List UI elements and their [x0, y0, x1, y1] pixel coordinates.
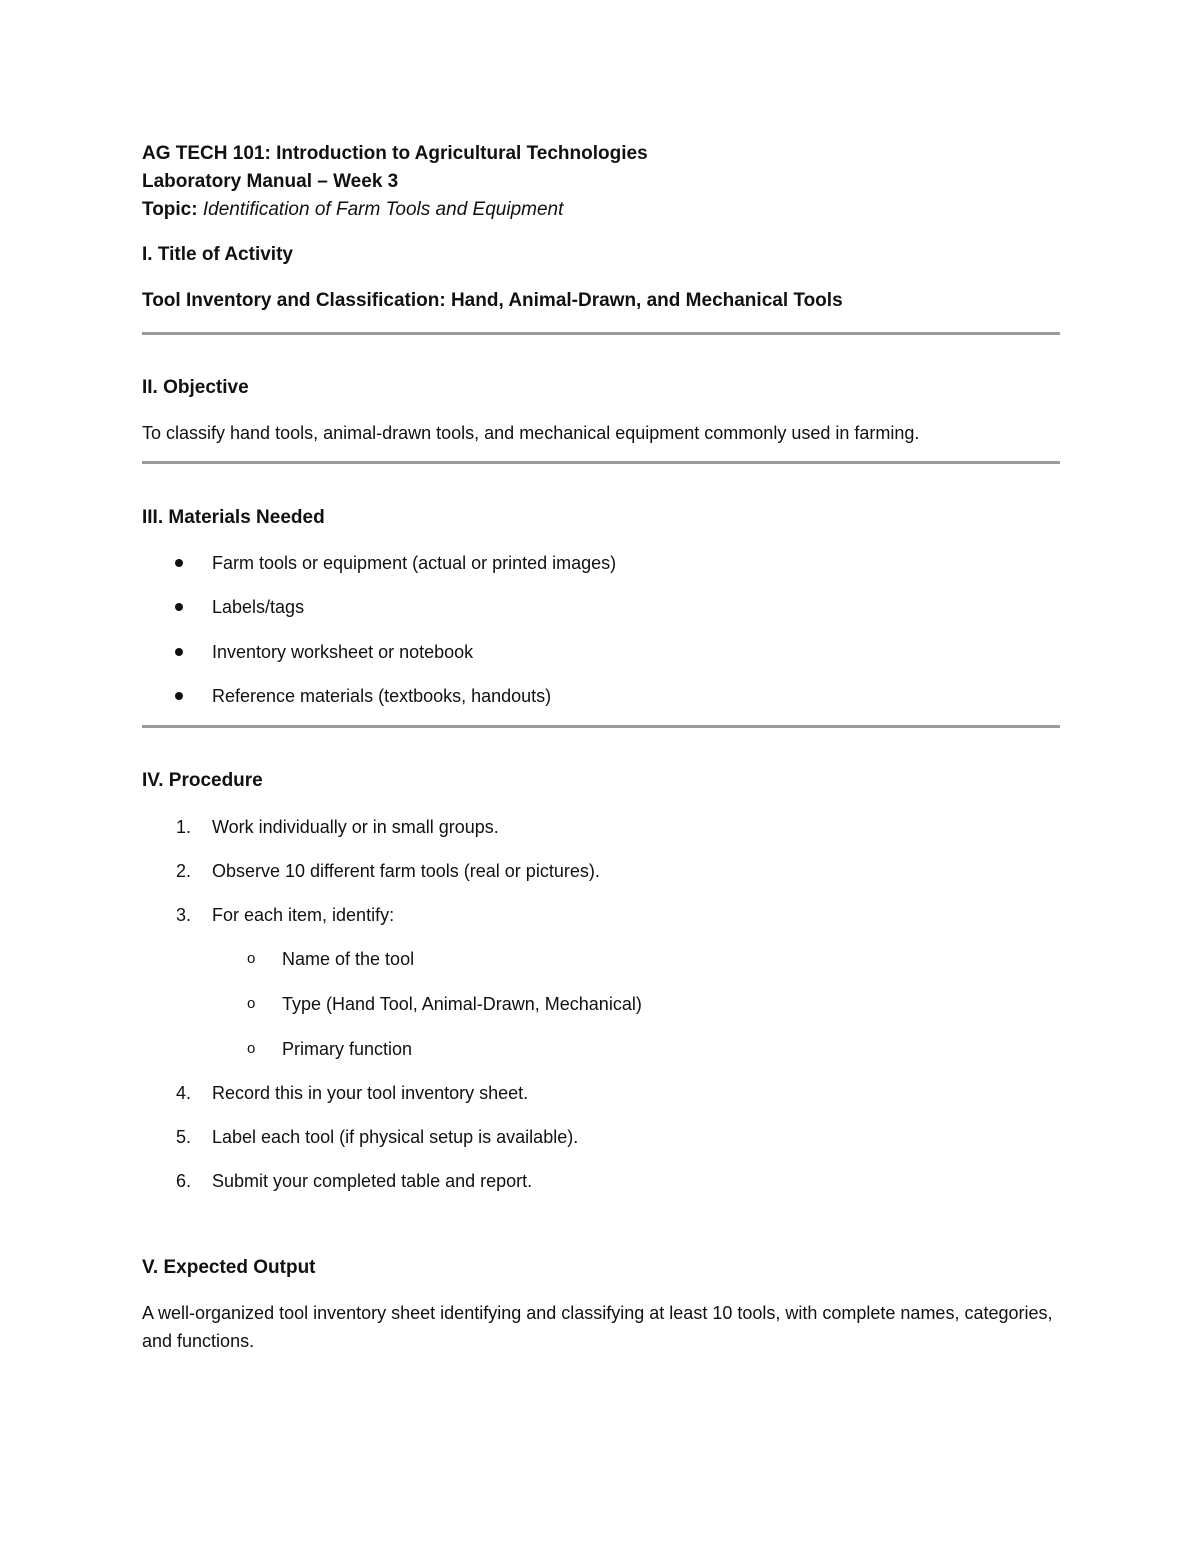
step-number: 6. — [176, 1171, 192, 1191]
bullet-icon — [175, 692, 183, 700]
section-heading-expected-output: V. Expected Output — [142, 1257, 316, 1278]
sub-item-text: Primary function — [282, 1039, 413, 1059]
step-text: For each item, identify: — [212, 905, 395, 925]
step-text: Work individually or in small groups. — [212, 817, 499, 837]
sub-item-text: Type (Hand Tool, Animal-Drawn, Mechanical) — [282, 994, 642, 1014]
list-item — [142, 550, 1060, 576]
course-title: AG TECH 101: Introduction to Agricultural Technologies — [142, 143, 648, 164]
procedure-list — [142, 814, 1060, 1194]
step-number: 4. — [176, 1083, 192, 1103]
section-heading-materials: III. Materials Needed — [142, 507, 325, 528]
procedure-step — [142, 1124, 1060, 1150]
material-text: Inventory worksheet or notebook — [212, 642, 474, 662]
step-text: Record this in your tool inventory sheet. — [212, 1083, 529, 1103]
sub-list-item — [142, 1036, 1060, 1062]
step-text: Submit your completed table and report. — [212, 1171, 533, 1191]
list-item — [142, 639, 1060, 665]
procedure-step — [142, 1080, 1060, 1106]
sub-list-item — [142, 946, 1060, 972]
step-number: 2. — [176, 861, 192, 881]
list-item — [142, 683, 1060, 709]
circle-bullet-icon: o — [247, 1040, 256, 1057]
topic-label: Topic: — [142, 199, 198, 220]
identify-sublist — [142, 946, 1060, 1062]
horizontal-rule — [142, 332, 1060, 335]
section-heading-objective: II. Objective — [142, 377, 249, 398]
topic-line — [142, 196, 1060, 224]
procedure-step — [142, 814, 1060, 840]
circle-bullet-icon: o — [247, 995, 256, 1012]
bullet-icon — [175, 648, 183, 656]
step-number: 3. — [176, 905, 192, 925]
step-number: 1. — [176, 817, 192, 837]
document-page — [142, 140, 1060, 1355]
manual-subtitle: Laboratory Manual – Week 3 — [142, 171, 399, 192]
horizontal-rule — [142, 461, 1060, 464]
activity-title: Tool Inventory and Classification: Hand, Animal-Drawn, and Mechanical Tools — [142, 290, 843, 311]
sub-item-text: Name of the tool — [282, 949, 415, 969]
objective-text: To classify hand tools, animal-drawn tools, and mechanical equipment commonly used in farming. — [142, 423, 920, 443]
step-text: Observe 10 different farm tools (real or pictures). — [212, 861, 600, 881]
step-text: Label each tool (if physical setup is available). — [212, 1127, 579, 1147]
material-text: Farm tools or equipment (actual or printed images) — [212, 553, 617, 573]
sub-list-item — [142, 991, 1060, 1017]
bullet-icon — [175, 603, 183, 611]
material-text: Labels/tags — [212, 597, 305, 617]
procedure-step — [142, 902, 1060, 1062]
procedure-step — [142, 858, 1060, 884]
topic-value: Identification of Farm Tools and Equipment — [202, 199, 564, 220]
bullet-icon — [175, 559, 183, 567]
material-text: Reference materials (textbooks, handouts) — [212, 686, 552, 706]
expected-output-text: A well-organized tool inventory sheet identifying and classifying at least 10 tools, with complete names, categories, and functions. — [142, 1303, 1053, 1351]
section-heading-procedure: IV. Procedure — [142, 770, 263, 791]
section-heading-title-of-activity: I. Title of Activity — [142, 244, 293, 265]
materials-list — [142, 550, 1060, 709]
horizontal-rule — [142, 725, 1060, 728]
list-item — [142, 594, 1060, 620]
step-number: 5. — [176, 1127, 192, 1147]
procedure-step — [142, 1168, 1060, 1194]
circle-bullet-icon: o — [247, 950, 256, 967]
